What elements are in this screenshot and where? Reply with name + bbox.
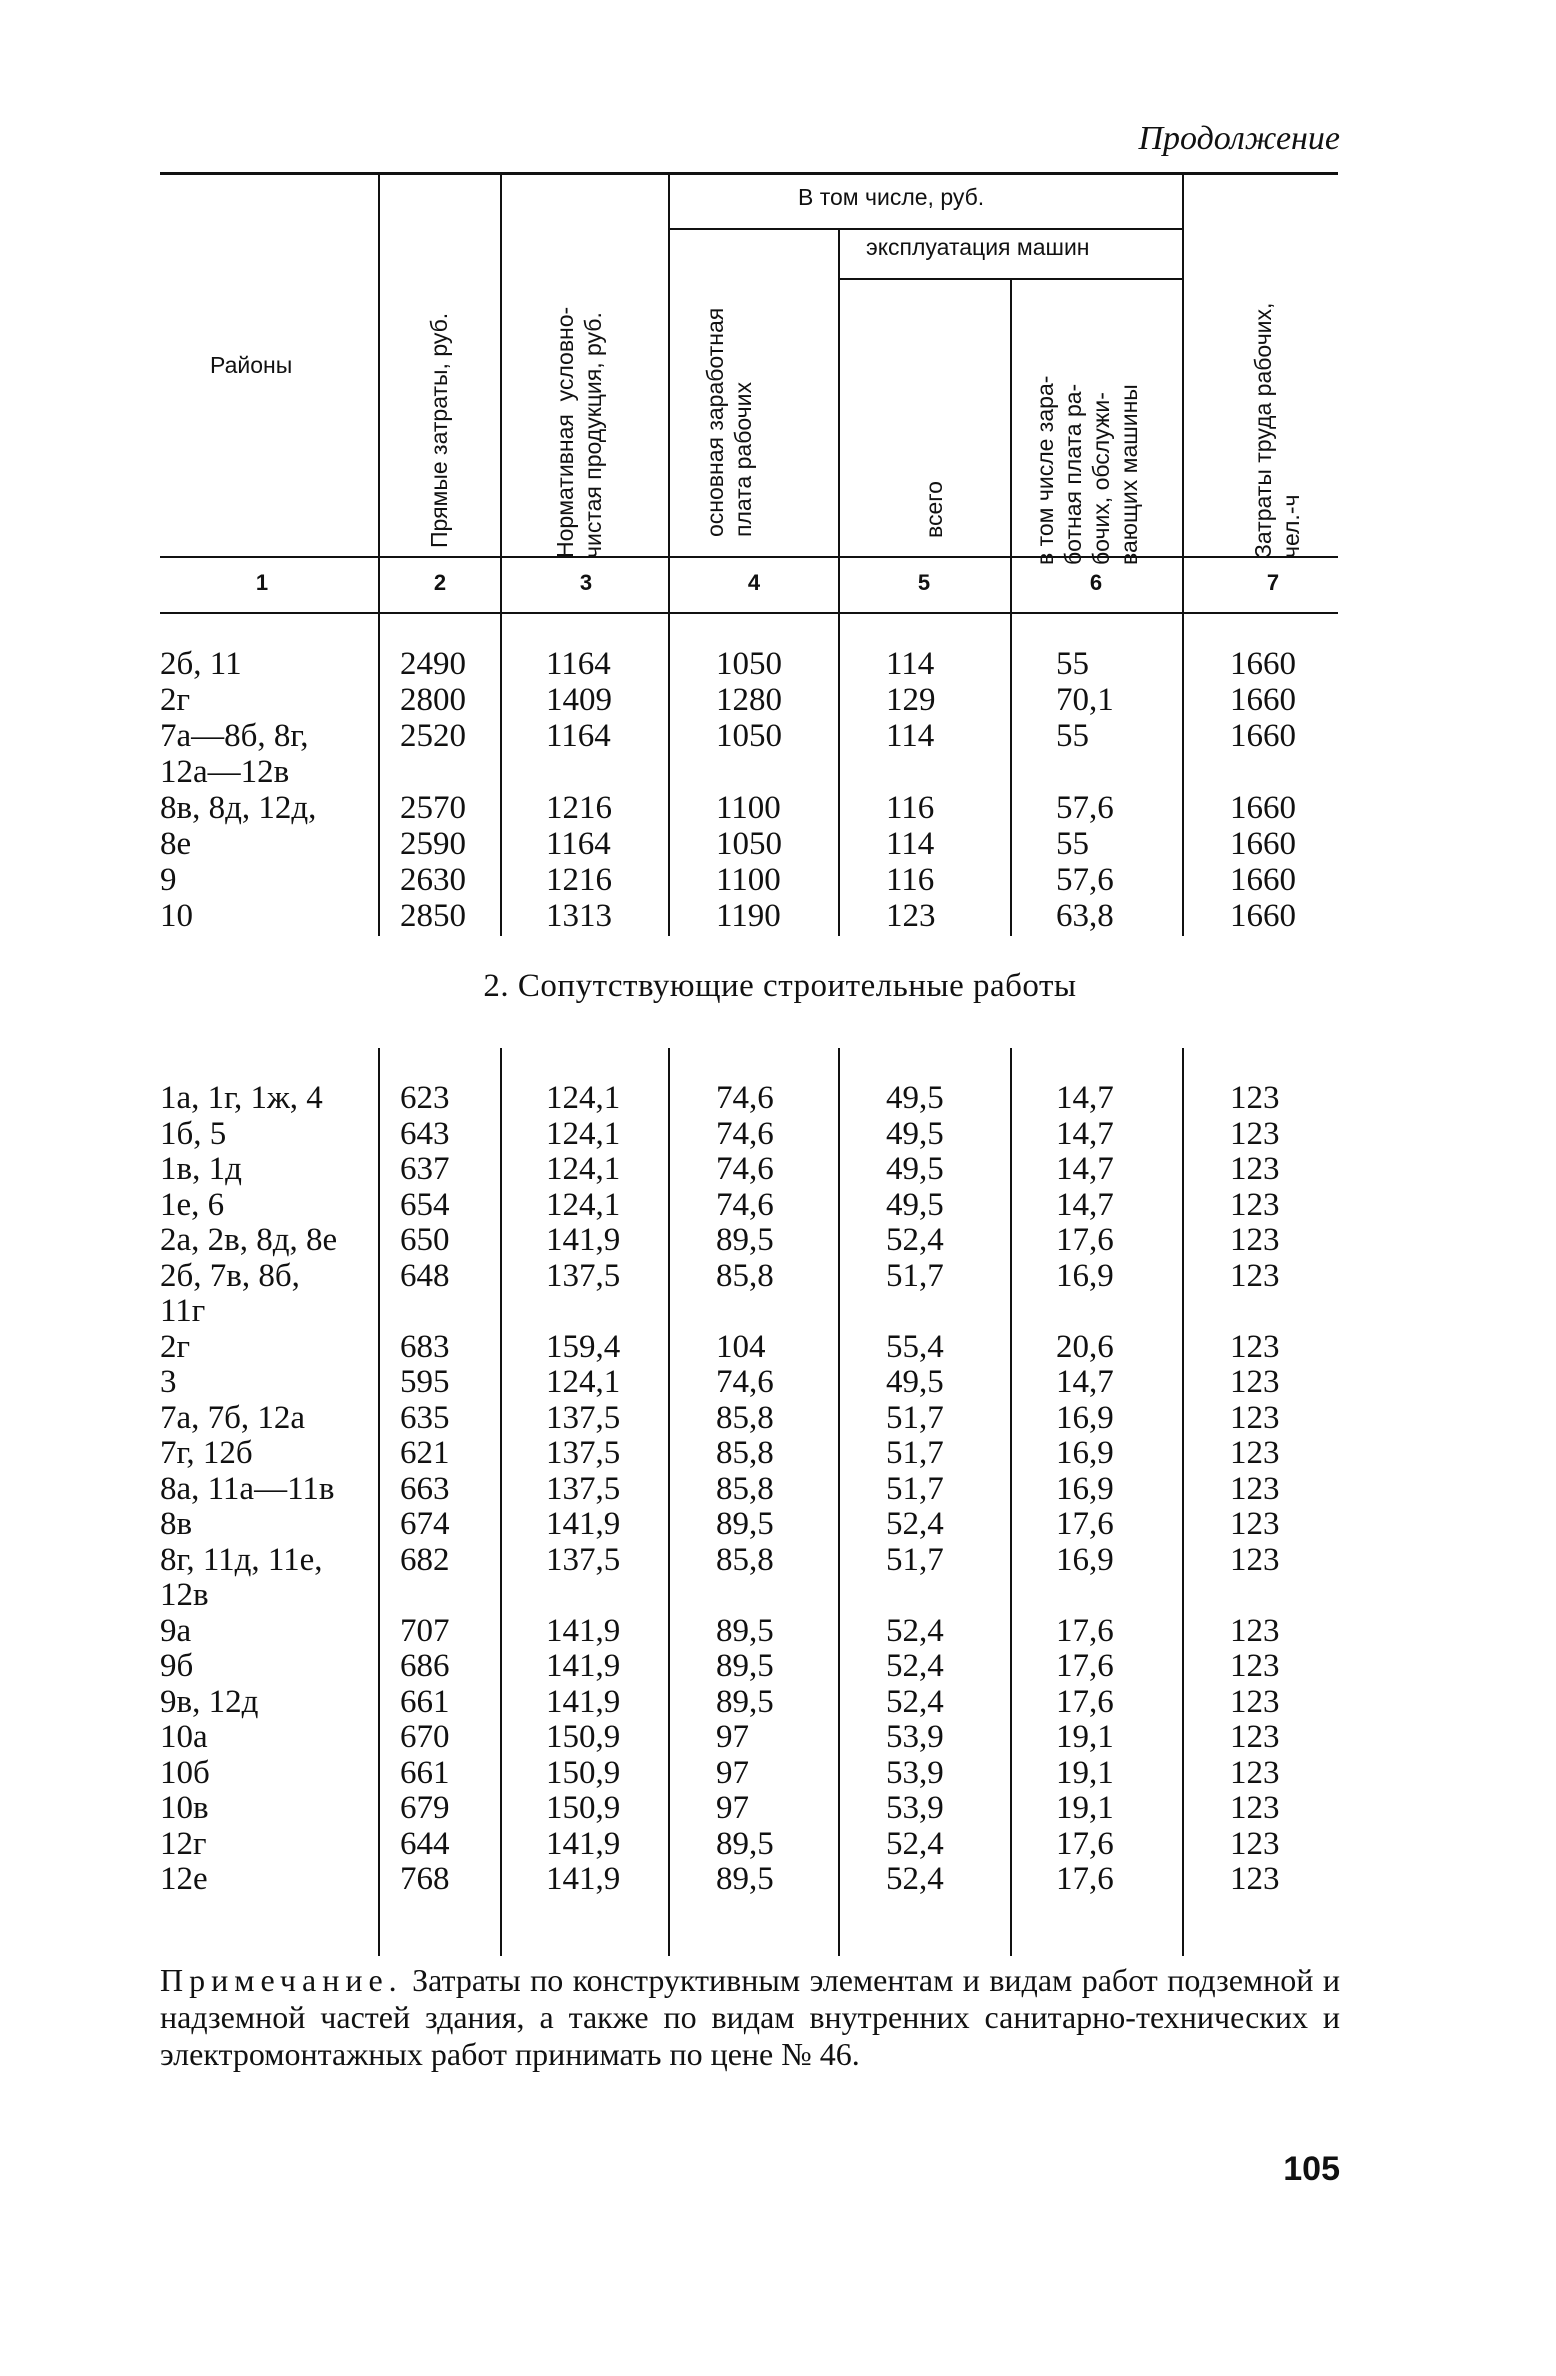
value-cell: 141,9: [546, 1648, 621, 1684]
value-cell: 1280: [716, 682, 782, 718]
value-cell: 123: [1230, 1648, 1280, 1684]
region-cell: 8в, 8д, 12д,: [160, 790, 317, 826]
region-cell: 7г, 12б: [160, 1435, 253, 1471]
value-cell: 114: [886, 718, 935, 754]
header-divider: [378, 175, 380, 612]
value-cell: 1164: [546, 646, 611, 682]
table1-divider: [668, 614, 670, 936]
value-cell: 53,9: [886, 1790, 944, 1826]
value-cell: 53,9: [886, 1754, 944, 1791]
region-cell: 9а: [160, 1612, 192, 1649]
region-cell: 12а—12в: [160, 754, 290, 790]
value-cell: 123: [1230, 1719, 1280, 1755]
value-cell: 123: [1230, 1257, 1280, 1294]
value-cell: 114: [886, 646, 935, 682]
value-cell: 1164: [546, 718, 611, 754]
value-cell: 52,4: [886, 1612, 944, 1649]
value-cell: 654: [400, 1186, 450, 1223]
value-cell: 682: [400, 1541, 450, 1578]
value-cell: 19,1: [1056, 1719, 1114, 1755]
header-machines: эксплуатация машин: [866, 234, 1090, 260]
value-cell: 14,7: [1056, 1151, 1114, 1187]
value-cell: 1190: [716, 898, 781, 934]
value-cell: 55: [1056, 718, 1089, 754]
value-cell: 124,1: [546, 1115, 621, 1152]
value-cell: 141,9: [546, 1612, 621, 1649]
value-cell: 621: [400, 1435, 450, 1471]
colnum: 3: [579, 570, 593, 595]
value-cell: 123: [1230, 1470, 1280, 1507]
region-cell: 12в: [160, 1577, 209, 1613]
value-cell: 116: [886, 790, 935, 826]
value-cell: 52,4: [886, 1506, 944, 1542]
table2-divider: [378, 1048, 380, 1956]
region-cell: 8а, 11а—11в: [160, 1470, 335, 1507]
colnum: 4: [747, 570, 761, 595]
value-cell: 141,9: [546, 1683, 621, 1720]
value-cell: 123: [1230, 1399, 1280, 1436]
value-cell: 623: [400, 1080, 450, 1116]
value-cell: 85,8: [716, 1470, 774, 1507]
region-cell: 7а, 7б, 12а: [160, 1399, 306, 1436]
value-cell: 74,6: [716, 1115, 774, 1152]
value-cell: 104: [716, 1328, 766, 1365]
value-cell: 52,4: [886, 1683, 944, 1720]
value-cell: 89,5: [716, 1648, 774, 1684]
region-cell: 2г: [160, 1328, 191, 1365]
value-cell: 137,5: [546, 1435, 621, 1471]
value-cell: 661: [400, 1683, 450, 1720]
value-cell: 16,9: [1056, 1470, 1114, 1507]
value-cell: 51,7: [886, 1257, 944, 1294]
region-cell: 10в: [160, 1790, 209, 1826]
value-cell: 141,9: [546, 1222, 621, 1258]
value-cell: 51,7: [886, 1399, 944, 1436]
value-cell: 635: [400, 1399, 450, 1436]
header-divider: [500, 175, 502, 612]
value-cell: 85,8: [716, 1399, 774, 1436]
value-cell: 637: [400, 1151, 450, 1187]
colnum-bottom-rule: [160, 612, 1338, 614]
value-cell: 1050: [716, 718, 782, 754]
value-cell: 16,9: [1056, 1257, 1114, 1294]
continuation-label: Продолжение: [1138, 120, 1340, 157]
value-cell: 89,5: [716, 1683, 774, 1720]
value-cell: 159,4: [546, 1328, 621, 1365]
value-cell: 123: [1230, 1861, 1280, 1897]
value-cell: 17,6: [1056, 1506, 1114, 1542]
value-cell: 17,6: [1056, 1648, 1114, 1684]
value-cell: 123: [1230, 1222, 1280, 1258]
value-cell: 57,6: [1056, 862, 1114, 898]
value-cell: 674: [400, 1506, 450, 1542]
value-cell: 49,5: [886, 1080, 944, 1116]
region-cell: 7а—8б, 8г,: [160, 718, 309, 754]
header-machines-total: всего: [921, 481, 947, 538]
value-cell: 123: [1230, 1612, 1280, 1649]
value-cell: 2570: [400, 790, 466, 826]
value-cell: 49,5: [886, 1364, 944, 1400]
table2-divider: [1010, 1048, 1012, 1956]
value-cell: 2630: [400, 862, 466, 898]
value-cell: 2590: [400, 826, 466, 862]
value-cell: 123: [1230, 1506, 1280, 1542]
colnum: 2: [433, 570, 447, 595]
value-cell: 679: [400, 1790, 450, 1826]
value-cell: 124,1: [546, 1186, 621, 1223]
value-cell: 123: [1230, 1328, 1280, 1365]
value-cell: 74,6: [716, 1186, 774, 1223]
value-cell: 150,9: [546, 1754, 621, 1791]
value-cell: 74,6: [716, 1080, 774, 1116]
value-cell: 2800: [400, 682, 466, 718]
value-cell: 595: [400, 1364, 450, 1400]
value-cell: 55: [1056, 826, 1089, 862]
value-cell: 74,6: [716, 1151, 774, 1187]
header-regions: Районы: [210, 352, 293, 378]
colnum: 5: [917, 570, 931, 595]
value-cell: 1164: [546, 826, 611, 862]
value-cell: 1409: [546, 682, 612, 718]
page-number: 105: [1283, 2150, 1340, 2188]
region-cell: 10: [160, 898, 193, 934]
region-cell: 1б, 5: [160, 1115, 227, 1152]
region-cell: 1е, 6: [160, 1186, 225, 1223]
value-cell: 1660: [1230, 826, 1296, 862]
region-cell: 10а: [160, 1719, 208, 1755]
value-cell: 52,4: [886, 1861, 944, 1897]
table2-divider: [500, 1048, 502, 1956]
value-cell: 51,7: [886, 1470, 944, 1507]
value-cell: 89,5: [716, 1612, 774, 1649]
value-cell: 123: [1230, 1683, 1280, 1720]
value-cell: 49,5: [886, 1151, 944, 1187]
section2-title: 2. Сопутствующие строительные работы: [483, 968, 1077, 1004]
region-cell: 9б: [160, 1648, 194, 1684]
table1-divider: [378, 614, 380, 936]
value-cell: 123: [1230, 1435, 1280, 1471]
value-cell: 1660: [1230, 682, 1296, 718]
table2-divider: [668, 1048, 670, 1956]
value-cell: 49,5: [886, 1115, 944, 1152]
value-cell: 89,5: [716, 1506, 774, 1542]
value-cell: 85,8: [716, 1541, 774, 1578]
header-base-wage: основная заработная плата рабочих: [702, 307, 756, 537]
region-cell: 8г, 11д, 11е,: [160, 1541, 323, 1578]
value-cell: 17,6: [1056, 1861, 1114, 1897]
value-cell: 52,4: [886, 1222, 944, 1258]
value-cell: 16,9: [1056, 1541, 1114, 1578]
value-cell: 137,5: [546, 1541, 621, 1578]
value-cell: 14,7: [1056, 1115, 1114, 1152]
value-cell: 123: [1230, 1364, 1280, 1400]
region-cell: 10б: [160, 1754, 210, 1791]
region-cell: 11г: [160, 1293, 206, 1329]
value-cell: 150,9: [546, 1790, 621, 1826]
header-direct-costs: Прямые затраты, руб.: [426, 312, 452, 548]
value-cell: 2490: [400, 646, 466, 682]
value-cell: 650: [400, 1222, 450, 1258]
note-label: Примечание.: [160, 1962, 403, 1998]
table2-divider: [838, 1048, 840, 1956]
region-cell: 8в: [160, 1506, 193, 1542]
value-cell: 123: [1230, 1186, 1280, 1223]
region-cell: 2а, 2в, 8д, 8е: [160, 1222, 338, 1258]
value-cell: 51,7: [886, 1435, 944, 1471]
value-cell: 1660: [1230, 790, 1296, 826]
region-cell: 1в, 1д: [160, 1151, 242, 1187]
table1-divider: [838, 614, 840, 936]
value-cell: 123: [1230, 1790, 1280, 1826]
header-top-rule: [160, 172, 1338, 175]
value-cell: 141,9: [546, 1861, 621, 1897]
value-cell: 123: [1230, 1151, 1280, 1187]
value-cell: 707: [400, 1612, 450, 1649]
value-cell: 124,1: [546, 1080, 621, 1116]
value-cell: 89,5: [716, 1825, 774, 1862]
value-cell: 1660: [1230, 718, 1296, 754]
region-cell: 2г: [160, 682, 191, 718]
value-cell: 16,9: [1056, 1435, 1114, 1471]
header-incl-wage: в том числе зара- ботная плата ра- бочих, обслужи- вающих машины: [1032, 375, 1142, 565]
region-cell: 2б, 11: [160, 646, 242, 682]
value-cell: 123: [886, 898, 936, 934]
value-cell: 644: [400, 1825, 450, 1862]
value-cell: 97: [716, 1719, 749, 1755]
table1-divider: [1010, 614, 1012, 936]
value-cell: 52,4: [886, 1825, 944, 1862]
table1-divider: [1182, 614, 1184, 936]
value-cell: 643: [400, 1115, 450, 1152]
value-cell: 19,1: [1056, 1790, 1114, 1826]
value-cell: 1100: [716, 790, 781, 826]
value-cell: 686: [400, 1648, 450, 1684]
value-cell: 55: [1056, 646, 1089, 682]
value-cell: 1216: [546, 790, 612, 826]
value-cell: 137,5: [546, 1257, 621, 1294]
value-cell: 137,5: [546, 1470, 621, 1507]
value-cell: 89,5: [716, 1861, 774, 1897]
value-cell: 85,8: [716, 1257, 774, 1294]
header-divider: [1182, 175, 1184, 612]
value-cell: 1660: [1230, 646, 1296, 682]
region-cell: 9: [160, 862, 177, 898]
header-labor: Затраты труда рабочих, чел.-ч: [1250, 302, 1304, 558]
value-cell: 661: [400, 1754, 450, 1791]
region-cell: 8е: [160, 826, 192, 862]
value-cell: 49,5: [886, 1186, 944, 1223]
value-cell: 70,1: [1056, 682, 1114, 718]
value-cell: 663: [400, 1470, 450, 1507]
header-including: В том числе, руб.: [798, 184, 985, 210]
header-divider: [668, 175, 670, 612]
value-cell: 17,6: [1056, 1612, 1114, 1649]
value-cell: 53,9: [886, 1719, 944, 1755]
value-cell: 124,1: [546, 1364, 621, 1400]
region-cell: 12е: [160, 1861, 208, 1897]
value-cell: 52,4: [886, 1648, 944, 1684]
value-cell: 123: [1230, 1754, 1280, 1791]
value-cell: 17,6: [1056, 1825, 1114, 1862]
value-cell: 123: [1230, 1825, 1280, 1862]
header-bottom-rule: [160, 556, 1338, 558]
value-cell: 19,1: [1056, 1754, 1114, 1791]
region-cell: 9в, 12д: [160, 1683, 259, 1720]
value-cell: 670: [400, 1719, 450, 1755]
value-cell: 2850: [400, 898, 466, 934]
value-cell: 123: [1230, 1115, 1280, 1152]
header-normative: Нормативная условно- чистая продукция, руб.: [552, 306, 606, 558]
value-cell: 14,7: [1056, 1186, 1114, 1223]
table2-divider: [1182, 1048, 1184, 1956]
note-text: Затраты по конструктивным элементам и видам работ подземной и надземной частей здания, а также по видам внутренних санитарно-технических и электромонтажных работ принимать по цене № 46.: [160, 1962, 1340, 2072]
value-cell: 63,8: [1056, 898, 1114, 934]
value-cell: 137,5: [546, 1399, 621, 1436]
value-cell: 74,6: [716, 1364, 774, 1400]
header-divider: [1010, 278, 1012, 612]
region-cell: 3: [160, 1364, 177, 1400]
value-cell: 1660: [1230, 862, 1296, 898]
value-cell: 1313: [546, 898, 612, 934]
value-cell: 768: [400, 1861, 450, 1897]
value-cell: 17,6: [1056, 1222, 1114, 1258]
value-cell: 114: [886, 826, 935, 862]
colnum: 7: [1266, 570, 1280, 595]
value-cell: 20,6: [1056, 1328, 1114, 1365]
value-cell: 683: [400, 1328, 450, 1365]
value-cell: 123: [1230, 1080, 1280, 1116]
value-cell: 1050: [716, 646, 782, 682]
value-cell: 1660: [1230, 898, 1296, 934]
value-cell: 648: [400, 1257, 450, 1294]
table1-divider: [500, 614, 502, 936]
value-cell: 89,5: [716, 1222, 774, 1258]
value-cell: 97: [716, 1790, 749, 1826]
value-cell: 1100: [716, 862, 781, 898]
value-cell: 1050: [716, 826, 782, 862]
value-cell: 124,1: [546, 1151, 621, 1187]
region-cell: 12г: [160, 1825, 207, 1862]
value-cell: 97: [716, 1754, 749, 1791]
colnum: 1: [255, 570, 269, 595]
value-cell: 123: [1230, 1541, 1280, 1578]
value-cell: 141,9: [546, 1506, 621, 1542]
region-cell: 2б, 7в, 8б,: [160, 1257, 300, 1294]
value-cell: 55,4: [886, 1328, 944, 1365]
value-cell: 16,9: [1056, 1399, 1114, 1436]
value-cell: 14,7: [1056, 1364, 1114, 1400]
region-cell: 1а, 1г, 1ж, 4: [160, 1080, 323, 1116]
value-cell: 141,9: [546, 1825, 621, 1862]
value-cell: 85,8: [716, 1435, 774, 1471]
header-divider: [838, 228, 840, 612]
colnum: 6: [1089, 570, 1103, 595]
value-cell: 2520: [400, 718, 466, 754]
note: [160, 1962, 1340, 2073]
value-cell: 116: [886, 862, 935, 898]
value-cell: 1216: [546, 862, 612, 898]
value-cell: 150,9: [546, 1719, 621, 1755]
value-cell: 51,7: [886, 1541, 944, 1578]
value-cell: 14,7: [1056, 1080, 1114, 1116]
value-cell: 129: [886, 682, 936, 718]
value-cell: 57,6: [1056, 790, 1114, 826]
value-cell: 17,6: [1056, 1683, 1114, 1720]
